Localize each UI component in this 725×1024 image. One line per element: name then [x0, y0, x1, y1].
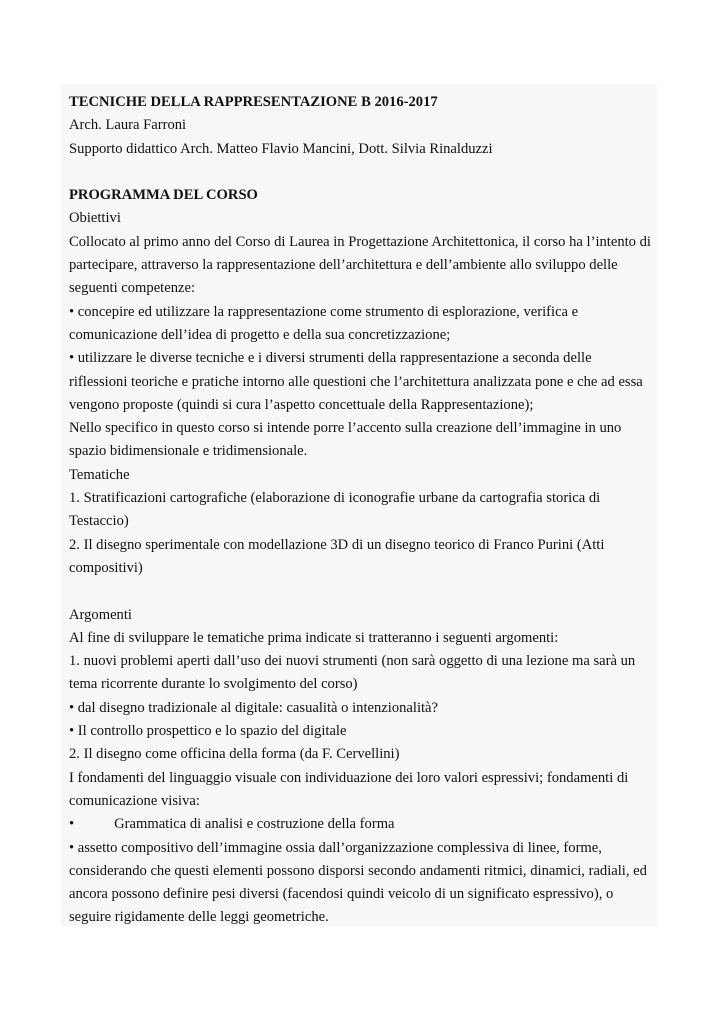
text-line: seguenti competenze:: [69, 280, 196, 297]
text-line: • Il controllo prospettico e lo spazio del digitale: [69, 723, 347, 740]
text-line: • assetto compositivo dell’immagine ossia dall’organizzazione complessiva di linee, forme,: [69, 839, 602, 856]
text-line: Al fine di sviluppare le tematiche prima indicate si tratteranno i seguenti argomenti:: [69, 629, 559, 646]
text-line: 1. nuovi problemi aperti dall’uso dei nuovi strumenti (non sarà oggetto di una lezione ma sarà un: [69, 653, 636, 670]
objectives-label: Obiettivi: [69, 210, 121, 227]
text-line: Collocato al primo anno del Corso di Laurea in Progettazione Architettonica, il corso ha l’intento di: [69, 233, 651, 250]
text-line: 2. Il disegno come officina della forma (da F. Cervellini): [69, 746, 400, 763]
document-body: [69, 91, 659, 930]
topics-text: [69, 627, 659, 930]
topics-label: Argomenti: [69, 606, 132, 623]
text-line: seguire rigidamente delle leggi geometriche.: [69, 909, 329, 926]
text-line: Nello specifico in questo corso si intende porre l’accento sulla creazione dell’immagine in uno: [69, 420, 622, 437]
text-line: Testaccio): [69, 513, 129, 530]
text-line: ancora possono definire pesi diversi (facendosi quindi veicolo di un significato espressivo), o: [69, 886, 614, 903]
grammar-list-item: [69, 813, 659, 836]
bullet-icon: •: [69, 816, 75, 833]
text-line: spazio bidimensionale e tridimensionale.: [69, 443, 308, 460]
spacer: [69, 580, 659, 603]
text-line: tema ricorrente durante lo svolgimento del corso): [69, 676, 358, 693]
text-line: • utilizzare le diverse tecniche e i diversi strumenti della rappresentazione a seconda delle: [69, 350, 592, 367]
text-line: 2. Il disegno sperimentale con modellazione 3D di un disegno teorico di Franco Purini (Atti: [69, 536, 605, 553]
teacher-name: Arch. Laura Farroni: [69, 117, 187, 134]
text-line: comunicazione dell’idea di progetto e della sua concretizzazione;: [69, 326, 451, 343]
text-line: • dal disegno tradizionale al digitale: casualità o intenzionalità?: [69, 699, 439, 716]
text-line: I fondamenti del linguaggio visuale con individuazione dei loro valori espressivi; fondamenti di: [69, 769, 629, 786]
spacer: [69, 161, 659, 184]
text-line: vengono proposte (quindi si cura l’aspetto concettuale della Rappresentazione);: [69, 396, 534, 413]
themes-label: Tematiche: [69, 466, 130, 483]
themes-text: [69, 487, 659, 580]
text-line: riflessioni teoriche e pratiche intorno alle questioni che l’architettura analizzata pone e che ad essa: [69, 373, 643, 390]
text-line: partecipare, attraverso la rappresentazione dell’architettura e dell’ambiente allo sviluppo delle: [69, 257, 618, 274]
text-line: considerando che questi elementi possono disporsi secondo andamenti ritmici, dinamici, radiali, ed: [69, 862, 647, 879]
course-title: TECNICHE DELLA RAPPRESENTAZIONE B 2016-2017: [69, 94, 438, 110]
text-line: 1. Stratificazioni cartografiche (elaborazione di iconografie urbane da cartografia storica di: [69, 490, 601, 507]
objectives-text: [69, 231, 659, 464]
teaching-support: Supporto didattico Arch. Matteo Flavio Mancini, Dott. Silvia Rinalduzzi: [69, 140, 493, 157]
text-line: comunicazione visiva:: [69, 792, 200, 809]
program-heading: PROGRAMMA DEL CORSO: [69, 187, 258, 204]
grammar-item-text: Grammatica di analisi e costruzione della forma: [114, 816, 395, 833]
text-line: • concepire ed utilizzare la rappresentazione come strumento di esplorazione, verifica e: [69, 303, 579, 320]
text-line: compositivi): [69, 559, 143, 576]
